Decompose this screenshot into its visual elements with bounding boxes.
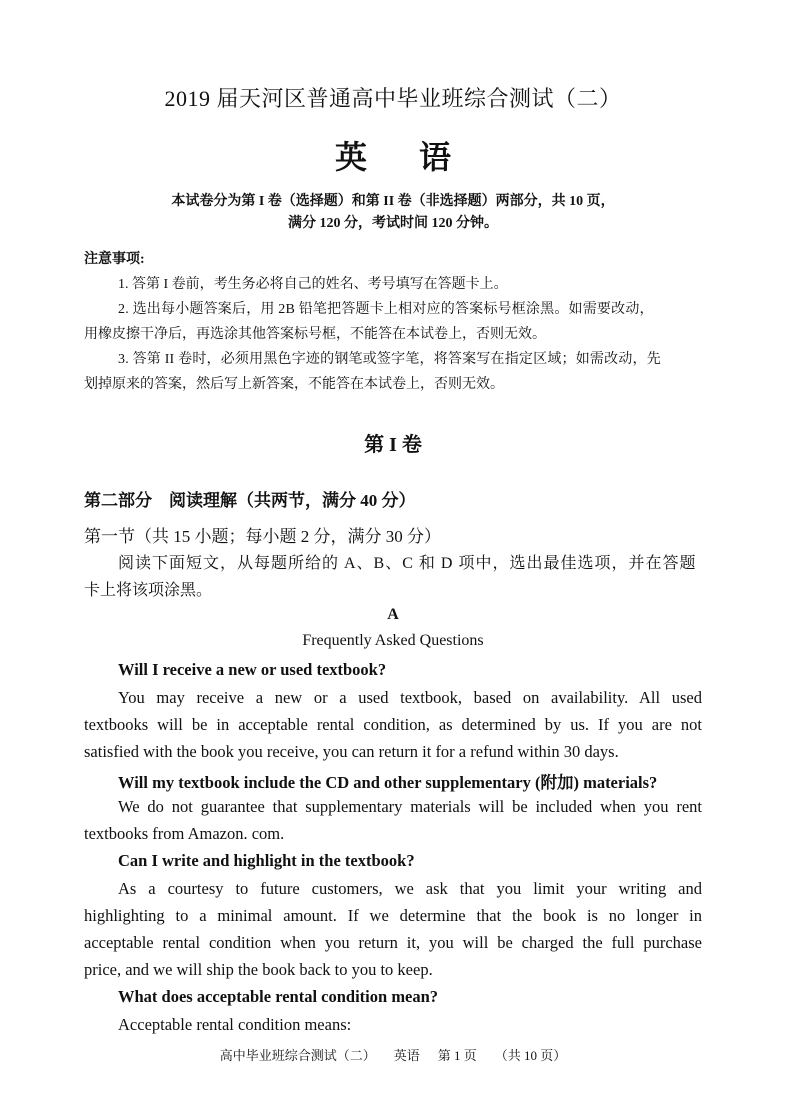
page-footer bbox=[0, 1045, 786, 1064]
paragraph-line: We do not guarantee that supplementary materials will be included when you rent bbox=[118, 797, 702, 816]
part2-heading: 第二部分 阅读理解（共两节，满分 40 分） bbox=[84, 491, 416, 510]
instruction-line2: 卡上将该项涂黑。 bbox=[84, 582, 213, 599]
note-item-2-line1: 2. 选出每小题答案后，用 2B 铅笔把答题卡上相对应的答案标号框涂黑。如需要改动， bbox=[118, 302, 654, 317]
note-item-3-line1: 3. 答第 II 卷时，必须用黑色字迹的钢笔或签字笔，将答案写在指定区域；如需改动，先 bbox=[118, 352, 661, 367]
subject-title: 英 语 bbox=[334, 139, 473, 175]
paragraph-line: acceptable rental condition when you return it, you will be charged the full purchase bbox=[84, 933, 702, 952]
paragraph-line: You may receive a new or a used textbook, based on availability. All used bbox=[118, 688, 702, 707]
note-item-1: 1. 答第 I 卷前，考生务必将自己的姓名、考号填写在答题卡上。 bbox=[118, 277, 508, 292]
passage-letter: A bbox=[387, 606, 399, 623]
note-item-3-line2: 划掉原来的答案，然后写上新答案，不能答在本试卷上，否则无效。 bbox=[84, 377, 504, 392]
paragraph-line: highlighting to a minimal amount. If we determine that the book is no longer in bbox=[84, 906, 702, 925]
paragraph-line: satisfied with the book you receive, you can return it for a refund within 30 days. bbox=[84, 742, 619, 761]
paragraph-line: textbooks from Amazon. com. bbox=[84, 824, 285, 843]
footer-page: 第 1 页 bbox=[437, 1048, 477, 1063]
footer-exam: 高中毕业班综合测试（二） bbox=[219, 1048, 376, 1063]
question-heading: Will my textbook include the CD and other supplementary (附加) materials? bbox=[118, 773, 658, 792]
question-heading: What does acceptable rental condition mean? bbox=[118, 987, 439, 1006]
paragraph-line: textbooks will be in acceptable rental condition, as determined by us. If you are not bbox=[84, 715, 702, 734]
note-item-2-line2: 用橡皮擦干净后，再选涂其他答案标号框，不能答在本试卷上，否则无效。 bbox=[84, 327, 546, 342]
paragraph-line: price, and we will ship the book back to you to keep. bbox=[84, 960, 433, 979]
exam-title: 2019 届天河区普通高中毕业班综合测试（二） bbox=[164, 86, 622, 111]
notes-heading: 注意事项: bbox=[84, 252, 145, 267]
passage-title: Frequently Asked Questions bbox=[302, 632, 484, 649]
exam-intro-line1: 本试卷分为第 I 卷（选择题）和第 II 卷（非选择题）两部分，共 10 页， bbox=[171, 194, 615, 209]
section1-heading: 第一节（共 15 小题；每小题 2 分，满分 30 分） bbox=[84, 527, 441, 546]
footer-subject: 英语 bbox=[393, 1048, 420, 1063]
footer-total: （共 10 页） bbox=[494, 1048, 567, 1063]
exam-intro-line2: 满分 120 分，考试时间 120 分钟。 bbox=[288, 216, 498, 231]
question-heading: Can I write and highlight in the textbook? bbox=[118, 851, 415, 870]
question-heading: Will I receive a new or used textbook? bbox=[118, 660, 387, 679]
paragraph-line: As a courtesy to future customers, we ask that you limit your writing and bbox=[118, 879, 702, 898]
paragraph-line: Acceptable rental condition means: bbox=[118, 1015, 352, 1034]
instruction-line1: 阅读下面短文，从每题所给的 A、B、C 和 D 项中，选出最佳选项，并在答题 bbox=[118, 555, 697, 572]
volume-heading: 第 I 卷 bbox=[364, 434, 422, 456]
